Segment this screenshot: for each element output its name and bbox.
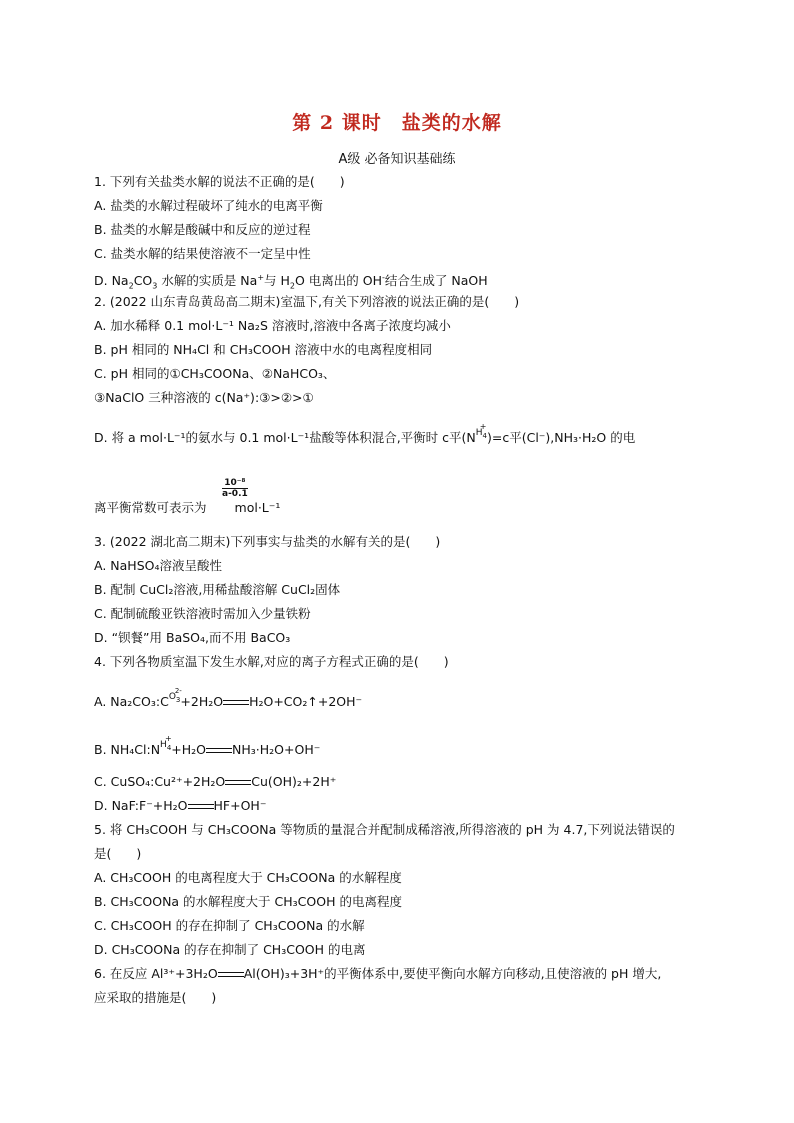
q2d-h4-superscript: $H_4$ + [475, 422, 487, 440]
question-1-option-a: A. 盐类的水解过程破坏了纯水的电离平衡 [94, 198, 323, 213]
q4a-part2: +2H₂O [180, 694, 224, 709]
equilibrium-arrow [223, 698, 249, 708]
question-5-option-c: C. CH₃COOH 的存在抑制了 CH₃COONa 的水解 [94, 918, 365, 933]
question-2-option-c-cont: ③NaClO 三种溶液的 c(Na⁺):③>②>① [94, 390, 314, 405]
question-2-option-d [94, 422, 636, 451]
question-1-option-b: B. 盐类的水解是酸碱中和反应的逆过程 [94, 222, 311, 237]
equilibrium-arrow [225, 778, 251, 788]
q2d-cont-unit: mol·L⁻¹ [234, 500, 281, 515]
question-3-option-d: D. “钡餐”用 BaSO₄,而不用 BaCO₃ [94, 630, 291, 645]
question-4-option-c [94, 774, 336, 790]
q1d-part5: O 电离出的 OH [295, 273, 383, 289]
q1d-part1: D. Na [94, 273, 129, 289]
question-6-stem-cont: 应采取的措施是( ) [94, 990, 217, 1005]
question-6-stem [94, 966, 661, 982]
question-2-stem: 2. (2022 山东青岛黄岛高二期末)室温下,有关下列溶液的说法正确的是( ) [94, 294, 520, 309]
question-5-option-d: D. CH₃COONa 的存在抑制了 CH₃COOH 的电离 [94, 942, 366, 957]
q4b-part3: NH₃·H₂O+OH⁻ [232, 742, 321, 757]
equilibrium-arrow [218, 970, 244, 980]
question-5-option-b: B. CH₃COONa 的水解程度大于 CH₃COOH 的电离程度 [94, 894, 402, 909]
question-2-option-d-cont [94, 500, 280, 516]
q4a-co3-superscript: $O_3$ 2- [168, 687, 182, 704]
q4b-h-letter: H [160, 740, 167, 750]
question-3-option-c: C. 配制硫酸亚铁溶液时需加入少量铁粉 [94, 606, 311, 621]
question-3-option-b: B. 配制 CuCl₂溶液,用稀盐酸溶解 CuCl₂固体 [94, 582, 341, 597]
q2d-part1: D. 将 a mol·L⁻¹的氨水与 0.1 mol·L⁻¹盐酸等体积混合,平衡时 c平(N [94, 430, 476, 445]
q1d-part6: 结合生成了 NaOH [384, 273, 488, 289]
equilibrium-arrow [206, 746, 232, 756]
q4b-part2: +H₂O [171, 742, 207, 757]
page-title: 第 2 课时 盐类的水解 [292, 112, 502, 134]
question-1-option-c: C. 盐类水解的结果使溶液不一定呈中性 [94, 246, 311, 261]
question-2-option-b: B. pH 相同的 NH₄Cl 和 CH₃COOH 溶液中水的电离程度相同 [94, 342, 433, 357]
question-4-option-b [94, 734, 321, 763]
section-subtitle: A级 必备知识基础练 [338, 152, 456, 167]
q1d-part2: CO [133, 273, 153, 289]
question-5-stem: 5. 将 CH₃COOH 与 CH₃COONa 等物质的量混合并配制成稀溶液,所得溶液的 pH 为 4.7,下列说法错误的 [94, 822, 675, 837]
q6-part2: Al(OH)₃+3H⁺的平衡体系中,要使平衡向水解方向移动,且使溶液的 pH 增大, [243, 966, 662, 981]
question-4-option-d [94, 798, 266, 814]
fraction-denominator: a-0.1 [222, 489, 248, 499]
fraction-numerator: 10⁻⁸ [222, 478, 248, 489]
q1d-part3: 水解的实质是 Na [157, 273, 258, 289]
q4a-part1: A. Na₂CO₃:C [94, 694, 169, 709]
equilibrium-arrow [188, 802, 214, 812]
question-5-stem-cont: 是( ) [94, 846, 142, 861]
q4a-part3: H₂O+CO₂↑+2OH⁻ [249, 694, 363, 709]
question-1-stem: 1. 下列有关盐类水解的说法不正确的是( ) [94, 174, 345, 189]
question-1-option-d: D. $Na_2CO_3$ 水解的实质是 Na+与 $H_2O$ 电离出的 OH-结合生成了 NaOH [94, 273, 488, 291]
fraction-expression [222, 478, 248, 499]
q4c-part2: Cu(OH)₂+2H⁺ [251, 774, 337, 789]
question-4-stem: 4. 下列各物质室温下发生水解,对应的离子方程式正确的是( ) [94, 654, 449, 669]
question-2-option-a: A. 加水稀释 0.1 mol·L⁻¹ Na₂S 溶液时,溶液中各离子浓度均减小 [94, 318, 451, 333]
q4c-part1: C. CuSO₄:Cu²⁺+2H₂O [94, 774, 226, 789]
q4b-h4-superscript: $H_4$ + [160, 734, 172, 752]
question-2-option-c: C. pH 相同的①CH₃COONa、②NaHCO₃、 [94, 366, 336, 381]
question-5-option-a: A. CH₃COOH 的电离程度大于 CH₃COONa 的水解程度 [94, 870, 402, 885]
q6-part1: 6. 在反应 Al³⁺+3H₂O [94, 966, 218, 981]
q1d-part4: 与 H [264, 273, 290, 289]
question-4-option-a [94, 687, 363, 715]
q2d-cont-text: 离平衡常数可表示为 [94, 500, 207, 515]
question-3-option-a: A. NaHSO₄溶液呈酸性 [94, 558, 222, 573]
q4d-part1: D. NaF:F⁻+H₂O [94, 798, 188, 813]
q2d-part2: )=c平(Cl⁻),NH₃·H₂O 的电 [487, 430, 636, 445]
q4d-part2: HF+OH⁻ [213, 798, 267, 813]
question-3-stem: 3. (2022 湖北高二期末)下列事实与盐类的水解有关的是( ) [94, 534, 441, 549]
q4b-part1: B. NH₄Cl:N [94, 742, 161, 757]
q4a-o-letter: O [168, 692, 176, 702]
